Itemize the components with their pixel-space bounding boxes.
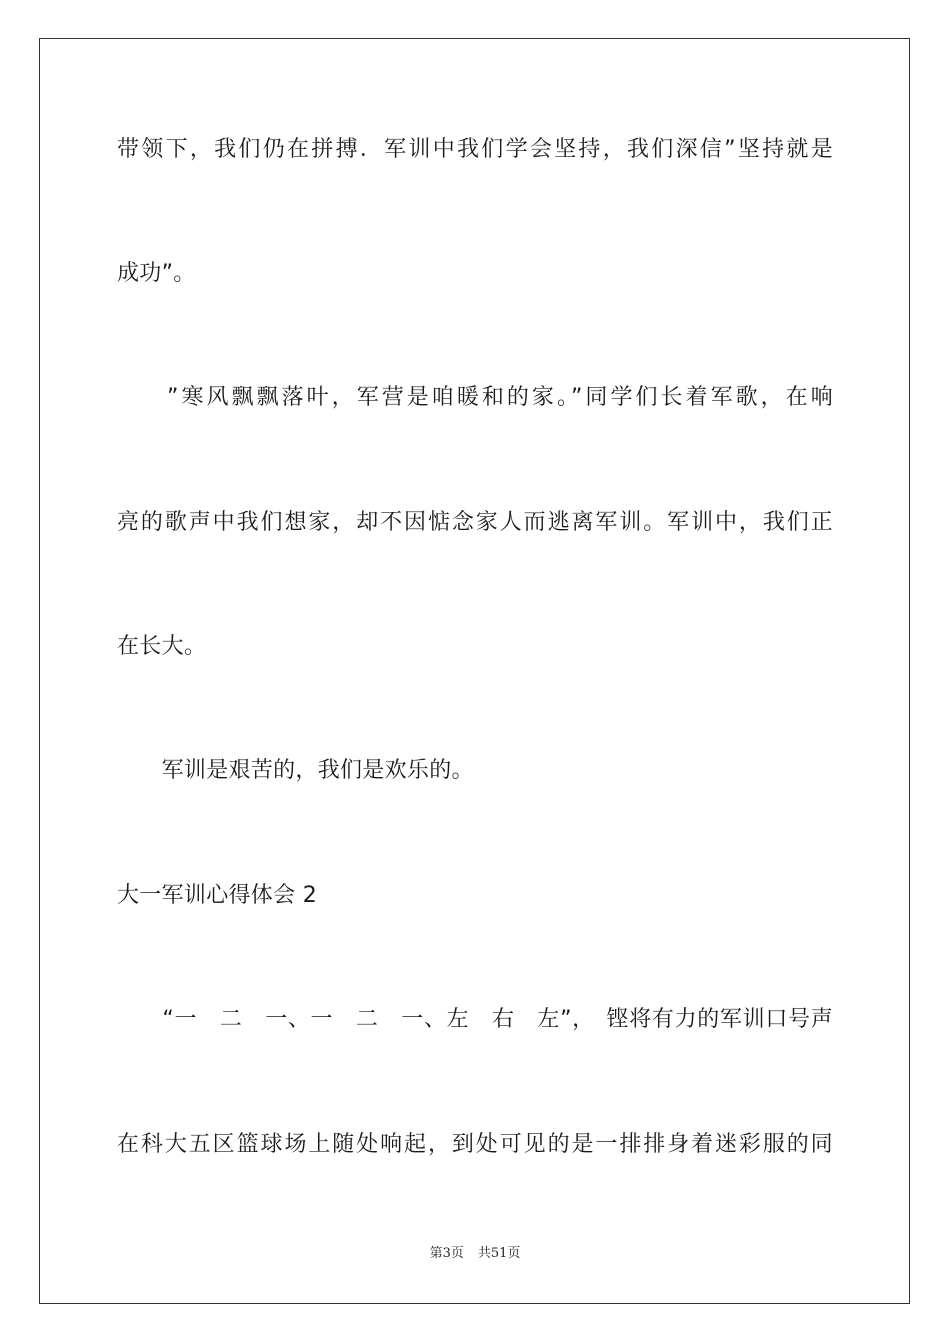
- paragraph-line: 在长大。: [117, 634, 207, 659]
- paragraph-line: 亮的歌声中我们想家，却不因惦念家人而逃离军训。军训中，我们正: [117, 510, 833, 535]
- paragraph-line: “一 二 一、一 二 一、左 右 左”， 铿将有力的军训口号声: [117, 1007, 833, 1032]
- paragraph-line: 在科大五区篮球场上随处响起，到处可见的是一排排身着迷彩服的同: [117, 1132, 833, 1157]
- page-number: 第3页: [429, 1246, 464, 1261]
- paragraph-line: 成功”。: [117, 261, 196, 286]
- paragraph-line: 带领下，我们仍在拼搏．军训中我们学会坚持，我们深信”坚持就是: [117, 137, 833, 162]
- paragraph-line: 军训是艰苦的，我们是欢乐的。: [117, 758, 474, 783]
- section-heading: 大一军训心得体会 2: [117, 883, 317, 908]
- page-footer: [0, 1245, 950, 1263]
- page-total: 共51页: [477, 1246, 521, 1261]
- paragraph-line: ”寒风飘飘落叶，军营是咱暖和的家。”同学们长着军歌，在响: [117, 385, 833, 410]
- page-border: [39, 38, 910, 1304]
